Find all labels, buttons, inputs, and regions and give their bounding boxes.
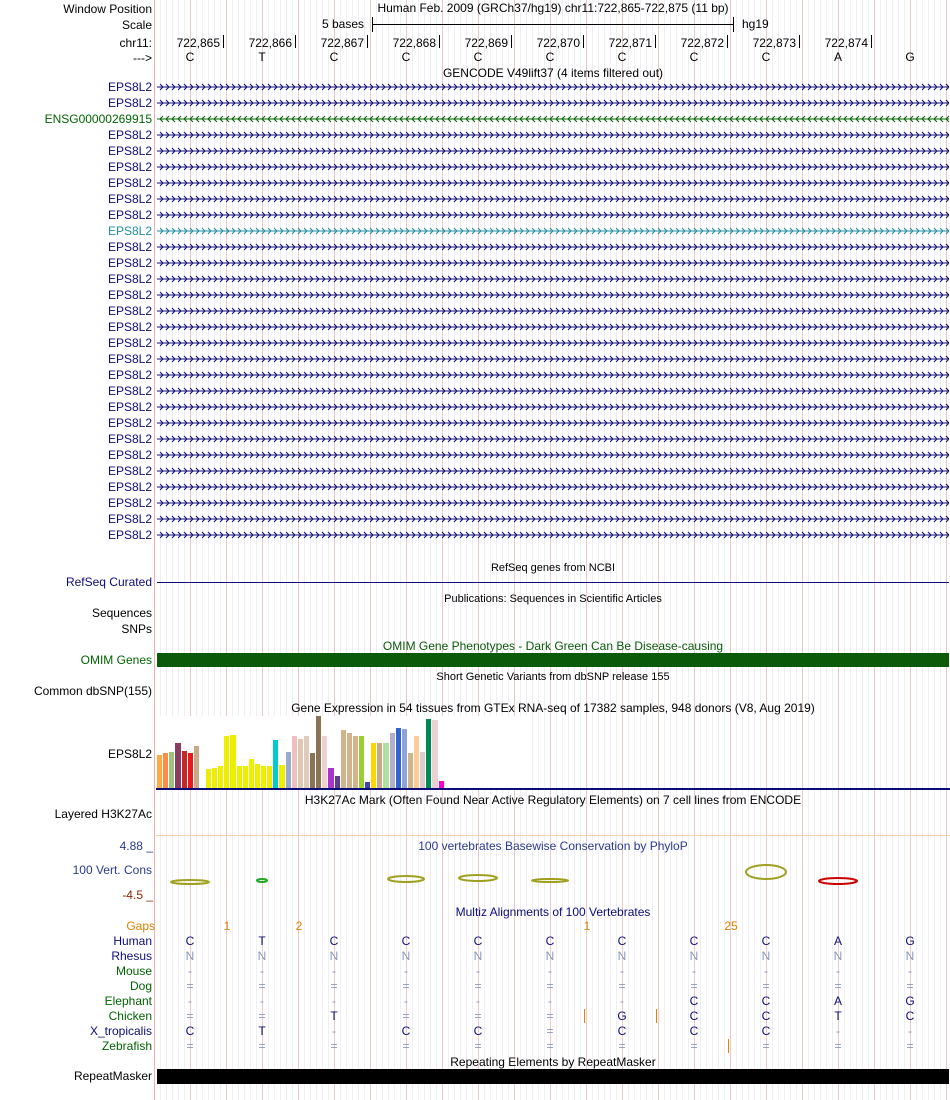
gencode-transcript-line[interactable] [157, 97, 949, 109]
multiz-base: T [258, 1024, 266, 1038]
gencode-transcript-line[interactable] [157, 305, 949, 317]
multiz-base: - [188, 994, 192, 1008]
refseq-gene-line[interactable] [157, 582, 949, 583]
gtex-tissue-bar[interactable] [408, 753, 413, 788]
ruler-position-label: 722,874 [824, 36, 868, 50]
phylop-base-glyph [388, 876, 424, 882]
phylop-track-title: 100 vertebrates Basewise Conservation by PhyloP [418, 839, 688, 853]
gtex-tissue-bar[interactable] [359, 736, 364, 788]
multiz-base: - [620, 994, 624, 1008]
multiz-species-label[interactable]: Mouse [115, 964, 152, 978]
multiz-base: = [474, 1039, 482, 1053]
gencode-transcript-label[interactable]: EPS8L2 [107, 480, 152, 494]
gencode-transcript-line[interactable] [157, 433, 949, 445]
gtex-tissue-bar[interactable] [224, 736, 229, 788]
multiz-gap-count: 1 [583, 919, 591, 933]
gtex-tissue-bar[interactable] [157, 755, 162, 788]
publications-sequences-label[interactable]: Sequences [91, 606, 152, 620]
gtex-tissue-bar[interactable] [432, 720, 437, 788]
multiz-base: = [474, 979, 482, 993]
repeatmasker-element[interactable] [157, 1069, 949, 1084]
multiz-base: C [761, 934, 771, 948]
gtex-tissue-bar[interactable] [335, 776, 340, 788]
multiz-base: = [258, 979, 266, 993]
multiz-base: = [906, 1039, 914, 1053]
gencode-transcript-label[interactable]: EPS8L2 [107, 208, 152, 222]
label-separator [154, 0, 155, 1100]
multiz-base: C [185, 1024, 195, 1038]
gtex-tissue-bar[interactable] [200, 781, 205, 788]
phylop-base-glyph [171, 880, 209, 884]
multiz-insertion-tick [584, 1009, 585, 1023]
multiz-base: = [402, 1009, 410, 1023]
gencode-transcript-label[interactable]: EPS8L2 [107, 272, 152, 286]
ruler-tick [295, 35, 296, 48]
gencode-transcript-label[interactable]: EPS8L2 [107, 416, 152, 430]
ruler-tick [871, 35, 872, 48]
multiz-base: = [834, 1039, 842, 1053]
multiz-base: N [545, 949, 555, 963]
publications-snps-label[interactable]: SNPs [121, 622, 152, 636]
ruler-position-label: 722,871 [608, 36, 652, 50]
gencode-transcript-label[interactable]: EPS8L2 [107, 80, 152, 94]
multiz-species-label[interactable]: Human [113, 934, 152, 948]
multiz-base: C [761, 994, 771, 1008]
multiz-base: = [762, 1039, 770, 1053]
gencode-transcript-line[interactable] [157, 337, 949, 349]
multiz-base: C [761, 1024, 771, 1038]
gencode-transcript-line[interactable] [157, 145, 949, 157]
multiz-species-label[interactable]: Elephant [104, 994, 152, 1008]
gencode-transcript-line[interactable] [157, 321, 949, 333]
gtex-tissue-bar[interactable] [371, 743, 376, 788]
gencode-transcript-label[interactable]: EPS8L2 [107, 512, 152, 526]
multiz-base: - [332, 964, 336, 978]
gtex-tissue-bar[interactable] [273, 740, 278, 788]
gencode-transcript-label[interactable]: EPS8L2 [107, 496, 152, 510]
gencode-transcript-line[interactable] [157, 161, 949, 173]
multiz-base: C [689, 1009, 699, 1023]
repeatmasker-track-title: Repeating Elements by RepeatMasker [450, 1055, 656, 1069]
gtex-tissue-bar[interactable] [169, 752, 174, 788]
ruler-base: T [258, 50, 266, 64]
ruler-base: C [689, 50, 699, 64]
multiz-species-label[interactable]: Rhesus [111, 949, 152, 963]
scale-bar-right-tick [733, 17, 734, 32]
gencode-transcript-label[interactable]: EPS8L2 [107, 192, 152, 206]
multiz-base: N [689, 949, 699, 963]
gtex-tissue-bar[interactable] [249, 759, 254, 788]
ruler-position-label: 722,865 [176, 36, 220, 50]
multiz-base: - [332, 1024, 336, 1038]
multiz-base: - [404, 994, 408, 1008]
multiz-track-title: Multiz Alignments of 100 Vertebrates [455, 905, 651, 919]
multiz-base: T [330, 1009, 338, 1023]
gtex-tissue-bar[interactable] [237, 766, 242, 788]
gtex-track-title: Gene Expression in 54 tissues from GTEx RNA-seq of 17382 samples, 948 donors (V8, Aug 2019) [291, 701, 815, 715]
multiz-base: = [474, 1009, 482, 1023]
gtex-tissue-bar[interactable] [316, 716, 321, 788]
multiz-species-label[interactable]: X_tropicalis [89, 1024, 152, 1038]
multiz-base: T [258, 934, 266, 948]
multiz-base: C [545, 934, 555, 948]
gencode-track-title: GENCODE V49lift37 (4 items filtered out) [442, 66, 664, 80]
gtex-tissue-bar[interactable] [322, 736, 327, 788]
h3k27ac-track-label[interactable]: Layered H3K27Ac [54, 807, 152, 821]
multiz-base: C [689, 934, 699, 948]
gtex-tissue-bar[interactable] [414, 736, 419, 788]
phylop-base-glyph [746, 865, 786, 879]
ruler-position-label: 722,867 [320, 36, 364, 50]
gencode-transcript-label[interactable]: EPS8L2 [107, 368, 152, 382]
multiz-base: - [260, 964, 264, 978]
multiz-base: N [761, 949, 771, 963]
multiz-base: = [402, 1039, 410, 1053]
gencode-transcript-line[interactable] [157, 177, 949, 189]
phylop-max-label: 4.88 _ [119, 839, 153, 853]
gencode-transcript-label[interactable]: EPS8L2 [107, 352, 152, 366]
gencode-transcript-label[interactable]: EPS8L2 [107, 336, 152, 350]
phylop-base-glyph [819, 878, 857, 884]
multiz-base: C [689, 1024, 699, 1038]
multiz-base: - [620, 964, 624, 978]
gtex-tissue-bar[interactable] [206, 769, 211, 788]
gtex-tissue-bar[interactable] [175, 743, 180, 788]
multiz-base: = [690, 1039, 698, 1053]
gencode-transcript-label[interactable]: EPS8L2 [107, 128, 152, 142]
gtex-tissue-bar[interactable] [426, 719, 431, 788]
ruler-tick [727, 35, 728, 48]
multiz-base: N [401, 949, 411, 963]
gencode-transcript-line[interactable] [157, 113, 949, 125]
multiz-base: C [905, 1009, 915, 1023]
gtex-tissue-bar[interactable] [255, 764, 260, 788]
phylop-base-glyph [532, 879, 568, 882]
gencode-transcript-line[interactable] [157, 289, 949, 301]
multiz-base: = [402, 979, 410, 993]
gtex-tissue-bar[interactable] [194, 746, 199, 788]
multiz-base: - [908, 1024, 912, 1038]
gencode-transcript-label[interactable]: EPS8L2 [107, 400, 152, 414]
multiz-base: = [258, 1009, 266, 1023]
multiz-gap-count: 1 [223, 919, 231, 933]
gencode-transcript-label[interactable]: EPS8L2 [107, 160, 152, 174]
multiz-base: = [330, 1039, 338, 1053]
gencode-transcript-line[interactable] [157, 353, 949, 365]
gencode-transcript-label[interactable]: EPS8L2 [107, 288, 152, 302]
gencode-transcript-label[interactable]: EPS8L2 [107, 432, 152, 446]
gtex-tissue-bar[interactable] [298, 739, 303, 788]
multiz-base: - [404, 964, 408, 978]
gencode-transcript-line[interactable] [157, 257, 949, 269]
multiz-base: = [186, 1039, 194, 1053]
gtex-tissue-bar[interactable] [420, 752, 425, 788]
ruler-position-label: 722,870 [536, 36, 580, 50]
h3k27ac-track-title: H3K27Ac Mark (Often Found Near Active Regulatory Elements) on 7 cell lines from ENCODE [304, 793, 802, 807]
gencode-transcript-line[interactable] [157, 465, 949, 477]
gtex-tissue-bar[interactable] [402, 729, 407, 788]
phylop-conservation-plot[interactable] [156, 855, 950, 895]
multiz-base: C [329, 934, 339, 948]
gtex-tissue-bar[interactable] [261, 766, 266, 788]
multiz-base: = [546, 1009, 554, 1023]
ruler-position-label: 722,868 [392, 36, 436, 50]
gtex-tissue-bar[interactable] [396, 728, 401, 788]
gencode-transcript-line[interactable] [157, 513, 949, 525]
multiz-base: C [473, 1024, 483, 1038]
gencode-transcript-line[interactable] [157, 209, 949, 221]
gencode-transcript-line[interactable] [157, 273, 949, 285]
multiz-species-label[interactable]: Chicken [108, 1009, 152, 1023]
gtex-tissue-bar[interactable] [286, 752, 291, 788]
multiz-base: C [401, 1024, 411, 1038]
multiz-base: C [761, 1009, 771, 1023]
ruler-tick [655, 35, 656, 48]
multiz-base: = [186, 979, 194, 993]
multiz-base: = [690, 979, 698, 993]
gtex-tissue-bar[interactable] [347, 733, 352, 788]
omim-track-title: OMIM Gene Phenotypes - Dark Green Can Be Disease-causing [382, 639, 724, 653]
multiz-base: - [908, 964, 912, 978]
refseq-track-label[interactable]: RefSeq Curated [65, 575, 152, 589]
multiz-base: N [257, 949, 267, 963]
gtex-track-label[interactable]: EPS8L2 [107, 747, 152, 761]
gencode-transcript-label[interactable]: EPS8L2 [107, 144, 152, 158]
multiz-base: C [185, 934, 195, 948]
gencode-transcript-label[interactable]: EPS8L2 [107, 304, 152, 318]
omim-track-label[interactable]: OMIM Genes [80, 653, 152, 667]
ruler-tick [583, 35, 584, 48]
multiz-base: - [260, 994, 264, 1008]
gencode-transcript-line[interactable] [157, 225, 949, 237]
gtex-tissue-bar[interactable] [212, 768, 217, 788]
gtex-tissue-bar[interactable] [292, 736, 297, 788]
ruler-base: C [401, 50, 411, 64]
gtex-tissue-bar[interactable] [310, 753, 315, 788]
ruler-position-label: 722,873 [752, 36, 796, 50]
scale-label: Scale [121, 18, 152, 32]
multiz-base: G [905, 934, 915, 948]
multiz-insertion-tick [656, 1009, 657, 1023]
multiz-base: T [834, 1009, 842, 1023]
gencode-transcript-label[interactable]: EPS8L2 [107, 224, 152, 238]
phylop-min-label: -4.5 _ [122, 888, 153, 902]
chrom-label: chr11: [119, 36, 152, 50]
multiz-base: - [476, 964, 480, 978]
gencode-transcript-line[interactable] [157, 129, 949, 141]
gencode-transcript-line[interactable] [157, 193, 949, 205]
gencode-transcript-line[interactable] [157, 81, 949, 93]
multiz-gap-count: 2 [295, 919, 303, 933]
ruler-base: C [473, 50, 483, 64]
gencode-transcript-label[interactable]: EPS8L2 [107, 256, 152, 270]
multiz-base: - [692, 964, 696, 978]
gencode-transcript-label[interactable]: EPS8L2 [107, 176, 152, 190]
repeatmasker-track-label[interactable]: RepeatMasker [73, 1069, 152, 1083]
multiz-base: = [258, 1039, 266, 1053]
ruler-position-label: 722,872 [680, 36, 724, 50]
assembly-title: Human Feb. 2009 (GRCh37/hg19) chr11:722,865-722,875 (11 bp) [377, 1, 729, 15]
gtex-tissue-bar[interactable] [163, 753, 168, 788]
multiz-base: C [617, 1024, 627, 1038]
gtex-tissue-bar[interactable] [341, 730, 346, 788]
gencode-transcript-label[interactable]: EPS8L2 [107, 320, 152, 334]
multiz-base: = [546, 979, 554, 993]
multiz-base: C [473, 934, 483, 948]
gencode-transcript-line[interactable] [157, 481, 949, 493]
gtex-tissue-bar[interactable] [243, 766, 248, 788]
multiz-base: G [905, 994, 915, 1008]
gtex-tissue-bar[interactable] [188, 753, 193, 788]
gencode-transcript-label[interactable]: ENSG00000269915 [44, 112, 152, 126]
multiz-base: = [906, 979, 914, 993]
publications-track-title: Publications: Sequences in Scientific Articles [444, 593, 662, 605]
gtex-tissue-bar[interactable] [267, 766, 272, 788]
gtex-tissue-bar[interactable] [390, 733, 395, 788]
window-position-label: Window Position [63, 2, 152, 16]
multiz-gap-count: 25 [724, 919, 738, 933]
multiz-base: N [185, 949, 195, 963]
gencode-transcript-line[interactable] [157, 449, 949, 461]
multiz-base: - [548, 964, 552, 978]
multiz-insertion-tick [728, 1039, 729, 1053]
gtex-tissue-bar[interactable] [353, 736, 358, 788]
ruler-base: C [185, 50, 195, 64]
multiz-base: - [836, 964, 840, 978]
multiz-species-label[interactable]: Zebrafish [101, 1039, 152, 1053]
ruler-tick [223, 35, 224, 48]
gencode-transcript-line[interactable] [157, 529, 949, 541]
multiz-base: = [834, 979, 842, 993]
multiz-base: - [188, 964, 192, 978]
gtex-tissue-bar[interactable] [377, 743, 382, 788]
gtex-tissue-bar[interactable] [383, 743, 388, 788]
phylop-base-glyph [257, 879, 267, 882]
ruler-position-label: 722,866 [248, 36, 292, 50]
omim-gene-bar[interactable] [157, 653, 949, 667]
strand-label: ---> [133, 51, 152, 65]
multiz-base: G [617, 1009, 627, 1023]
gencode-transcript-label[interactable]: EPS8L2 [107, 384, 152, 398]
gencode-transcript-line[interactable] [157, 385, 949, 397]
multiz-base: A [833, 934, 842, 948]
ruler-tick [367, 35, 368, 48]
gencode-transcript-line[interactable] [157, 401, 949, 413]
ruler-base: C [617, 50, 627, 64]
multiz-base: = [186, 1009, 194, 1023]
h3k27ac-baseline [156, 835, 950, 836]
gtex-baseline [156, 788, 950, 790]
gencode-transcript-label[interactable]: EPS8L2 [107, 240, 152, 254]
multiz-base: N [905, 949, 915, 963]
multiz-base: N [329, 949, 339, 963]
multiz-base: N [617, 949, 627, 963]
gtex-tissue-bar[interactable] [182, 751, 187, 788]
gencode-transcript-label[interactable]: EPS8L2 [107, 464, 152, 478]
gtex-tissue-bar[interactable] [439, 781, 444, 788]
gtex-tissue-bar[interactable] [218, 766, 223, 788]
gencode-transcript-line[interactable] [157, 417, 949, 429]
multiz-base: = [762, 979, 770, 993]
ruler-tick [799, 35, 800, 48]
multiz-base: = [618, 1039, 626, 1053]
scale-text: 5 bases [322, 17, 365, 31]
multiz-base: = [330, 979, 338, 993]
refseq-track-title: RefSeq genes from NCBI [490, 562, 616, 574]
dbsnp-track-title: Short Genetic Variants from dbSNP release 155 [436, 671, 670, 683]
db-label: hg19 [742, 17, 769, 31]
gtex-tissue-bar[interactable] [230, 735, 235, 788]
scale-bar [372, 24, 733, 25]
phylop-track-label[interactable]: 100 Vert. Cons [72, 863, 152, 877]
multiz-base: - [476, 994, 480, 1008]
ruler-base: C [329, 50, 339, 64]
multiz-base: - [548, 994, 552, 1008]
multiz-base: - [332, 994, 336, 1008]
multiz-gaps-label: Gaps [126, 919, 155, 933]
ruler-tick [511, 35, 512, 48]
ruler-tick [439, 35, 440, 48]
multiz-base: = [546, 1024, 554, 1038]
ruler-base: A [833, 50, 842, 64]
gtex-tissue-bar[interactable] [328, 768, 333, 788]
multiz-base: N [473, 949, 483, 963]
multiz-base: - [836, 1024, 840, 1038]
scale-bar-left-tick [372, 17, 373, 32]
gencode-transcript-line[interactable] [157, 241, 949, 253]
gtex-tissue-bar[interactable] [279, 765, 284, 788]
multiz-species-label[interactable]: Dog [129, 979, 152, 993]
multiz-base: C [401, 934, 411, 948]
ruler-base: C [761, 50, 771, 64]
multiz-base: = [618, 979, 626, 993]
gencode-transcript-label[interactable]: EPS8L2 [107, 96, 152, 110]
multiz-base: C [617, 934, 627, 948]
gencode-transcript-label[interactable]: EPS8L2 [107, 448, 152, 462]
multiz-base: - [764, 964, 768, 978]
multiz-base: A [833, 994, 842, 1008]
dbsnp-track-label[interactable]: Common dbSNP(155) [33, 684, 152, 698]
multiz-base: N [833, 949, 843, 963]
ruler-base: C [545, 50, 555, 64]
phylop-base-glyph [459, 875, 497, 881]
multiz-base: = [546, 1039, 554, 1053]
ruler-position-label: 722,869 [464, 36, 508, 50]
gtex-tissue-bar[interactable] [304, 736, 309, 788]
gencode-transcript-line[interactable] [157, 497, 949, 509]
ruler-base: G [905, 50, 915, 64]
gencode-transcript-line[interactable] [157, 369, 949, 381]
gencode-transcript-label[interactable]: EPS8L2 [107, 528, 152, 542]
multiz-base: C [689, 994, 699, 1008]
